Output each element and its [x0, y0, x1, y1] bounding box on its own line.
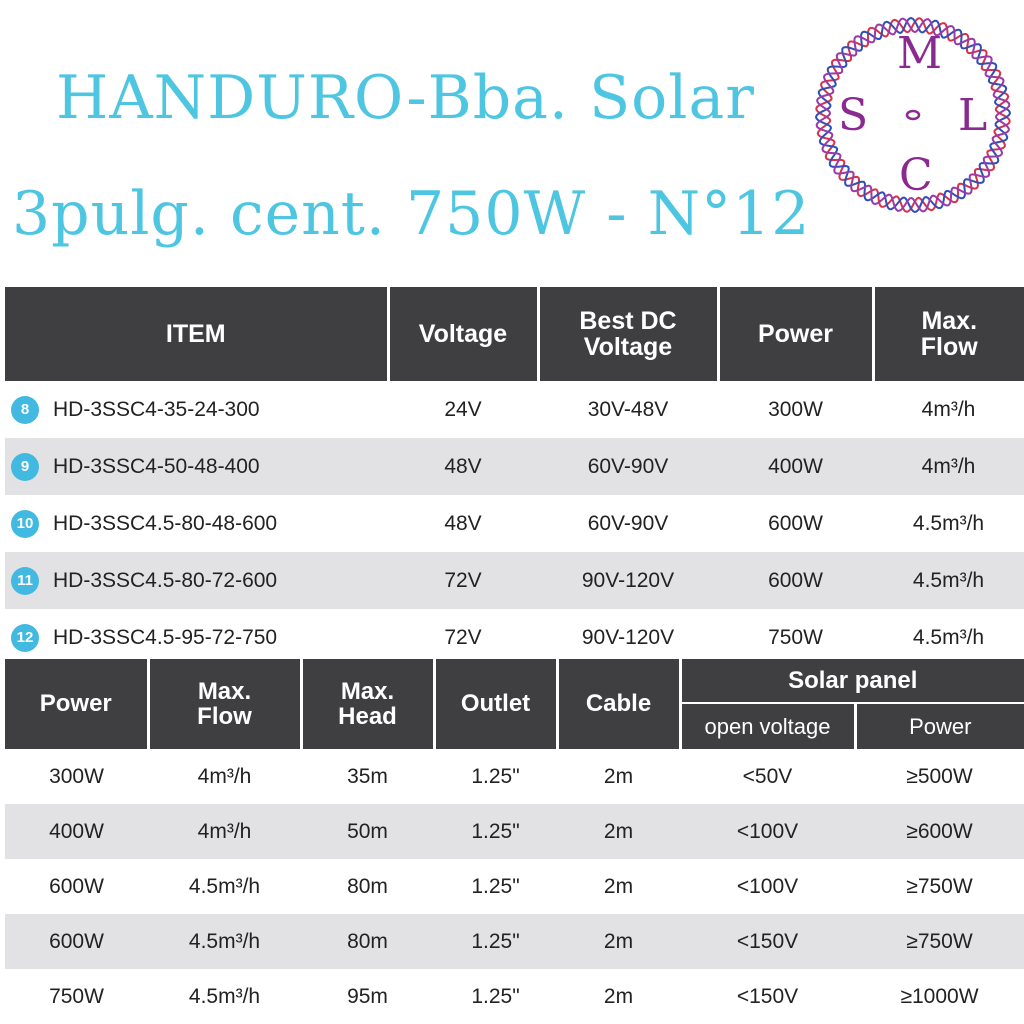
mslc-logo — [800, 2, 1024, 226]
power-cell: 750W — [49, 984, 104, 1008]
outlet-cell: 1.25" — [434, 804, 557, 859]
row-number-badge: 9 — [11, 453, 39, 481]
logo-letter-l: L — [958, 90, 988, 141]
table-row — [5, 552, 1024, 609]
voltage-cell: 48V — [388, 438, 538, 495]
logo-letter-m: M — [897, 28, 943, 79]
head-cell: 80m — [301, 914, 434, 969]
voltage-cell: 24V — [444, 397, 482, 421]
best-voltage-cell: 30V-48V — [587, 397, 669, 421]
power-cell: 600W — [768, 511, 823, 535]
head-cell: 35m — [347, 764, 388, 788]
col-open-voltage: open voltage — [680, 703, 855, 749]
cable-cell: 2m — [557, 804, 680, 859]
col-group-solar-panel: Solar panel — [680, 659, 1024, 703]
best-voltage-cell: 90V-120V — [538, 552, 718, 609]
panel-power-cell: ≥750W — [855, 914, 1024, 969]
flow-cell: 4.5m³/h — [912, 625, 985, 649]
table-row — [5, 969, 1024, 1024]
open-voltage-cell: <100V — [736, 874, 799, 898]
flow-cell: 4.5m³/h — [148, 914, 301, 969]
item-cell: 12 HD-3SSC4.5-95-72-750 — [5, 609, 388, 666]
col-max-flow: Max. Flow — [148, 659, 301, 749]
table-row — [5, 495, 1024, 552]
power-cell: 600W — [5, 914, 148, 969]
panel-power-cell: ≥750W — [906, 874, 973, 898]
best-voltage-cell: 60V-90V — [587, 511, 669, 535]
title-line-1: HANDURO-Bba. Solar — [56, 63, 755, 133]
voltage-cell: 72V — [388, 552, 538, 609]
flow-cell: 4.5m³/h — [188, 984, 261, 1008]
col-voltage: Voltage — [388, 287, 538, 381]
flow-cell: 4m³/h — [921, 397, 976, 421]
title-line-2: 3pulg. cent. 750W - N°12 — [12, 179, 811, 249]
power-cell: 300W — [49, 764, 104, 788]
voltage-cell: 48V — [444, 511, 482, 535]
table-row — [5, 749, 1024, 804]
row-number-badge: 8 — [11, 396, 39, 424]
panel-power-cell: ≥600W — [855, 804, 1024, 859]
power-cell: 400W — [5, 804, 148, 859]
flow-cell: 4.5m³/h — [188, 874, 261, 898]
flow-cell: 4m³/h — [873, 438, 1024, 495]
outlet-cell: 1.25" — [471, 764, 520, 788]
cable-cell: 2m — [603, 764, 634, 788]
flow-cell: 4m³/h — [197, 764, 252, 788]
outlet-cell: 1.25" — [471, 874, 520, 898]
item-cell: 9 HD-3SSC4-50-48-400 — [5, 438, 388, 495]
open-voltage-cell: <150V — [736, 984, 799, 1008]
panel-power-cell: ≥500W — [906, 764, 973, 788]
cable-cell: 2m — [603, 984, 634, 1008]
cable-cell: 2m — [557, 914, 680, 969]
flow-cell: 4.5m³/h — [912, 511, 985, 535]
table-row — [5, 914, 1024, 969]
logo-letter-s: S — [838, 90, 869, 141]
item-cell: 8 HD-3SSC4-35-24-300 — [5, 381, 388, 438]
models-table-header — [5, 287, 1024, 381]
cable-cell: 2m — [603, 874, 634, 898]
head-cell: 50m — [301, 804, 434, 859]
head-cell: 80m — [347, 874, 388, 898]
col-power: Power — [718, 287, 873, 381]
col-max-head: Max. Head — [301, 659, 434, 749]
col-power: Power — [5, 659, 148, 749]
col-panel-power: Power — [855, 703, 1024, 749]
best-voltage-cell: 60V-90V — [538, 438, 718, 495]
flow-cell: 4.5m³/h — [873, 552, 1024, 609]
row-number-badge: 10 — [11, 510, 39, 538]
outlet-cell: 1.25" — [434, 914, 557, 969]
power-cell: 300W — [768, 397, 823, 421]
power-cell: 600W — [718, 552, 873, 609]
head-cell: 95m — [347, 984, 388, 1008]
models-table — [5, 287, 1024, 666]
voltage-cell: 72V — [444, 625, 482, 649]
table-row — [5, 381, 1024, 438]
power-cell: 400W — [718, 438, 873, 495]
col-cable: Cable — [557, 659, 680, 749]
open-voltage-cell: <100V — [680, 804, 855, 859]
table-row — [5, 804, 1024, 859]
table-row — [5, 438, 1024, 495]
flow-cell: 4m³/h — [148, 804, 301, 859]
col-outlet: Outlet — [434, 659, 557, 749]
table-row — [5, 859, 1024, 914]
specs-table-header — [5, 659, 1024, 703]
logo-letter-c: C — [899, 150, 933, 201]
row-number-badge: 11 — [11, 567, 39, 595]
power-cell: 600W — [49, 874, 104, 898]
item-cell: 10 HD-3SSC4.5-80-48-600 — [5, 495, 388, 552]
power-cell: 750W — [768, 625, 823, 649]
col-best-dc-voltage: Best DC Voltage — [538, 287, 718, 381]
col-max-flow: Max. Flow — [873, 287, 1024, 381]
best-voltage-cell: 90V-120V — [581, 625, 675, 649]
specs-table — [5, 659, 1024, 1024]
table-row — [5, 609, 1024, 666]
col-item: ITEM — [5, 287, 388, 381]
outlet-cell: 1.25" — [471, 984, 520, 1008]
open-voltage-cell: <50V — [742, 764, 793, 788]
row-number-badge: 12 — [11, 624, 39, 652]
item-cell: 11 HD-3SSC4.5-80-72-600 — [5, 552, 388, 609]
panel-power-cell: ≥1000W — [900, 984, 979, 1008]
logo-center-dot — [907, 111, 919, 119]
open-voltage-cell: <150V — [680, 914, 855, 969]
